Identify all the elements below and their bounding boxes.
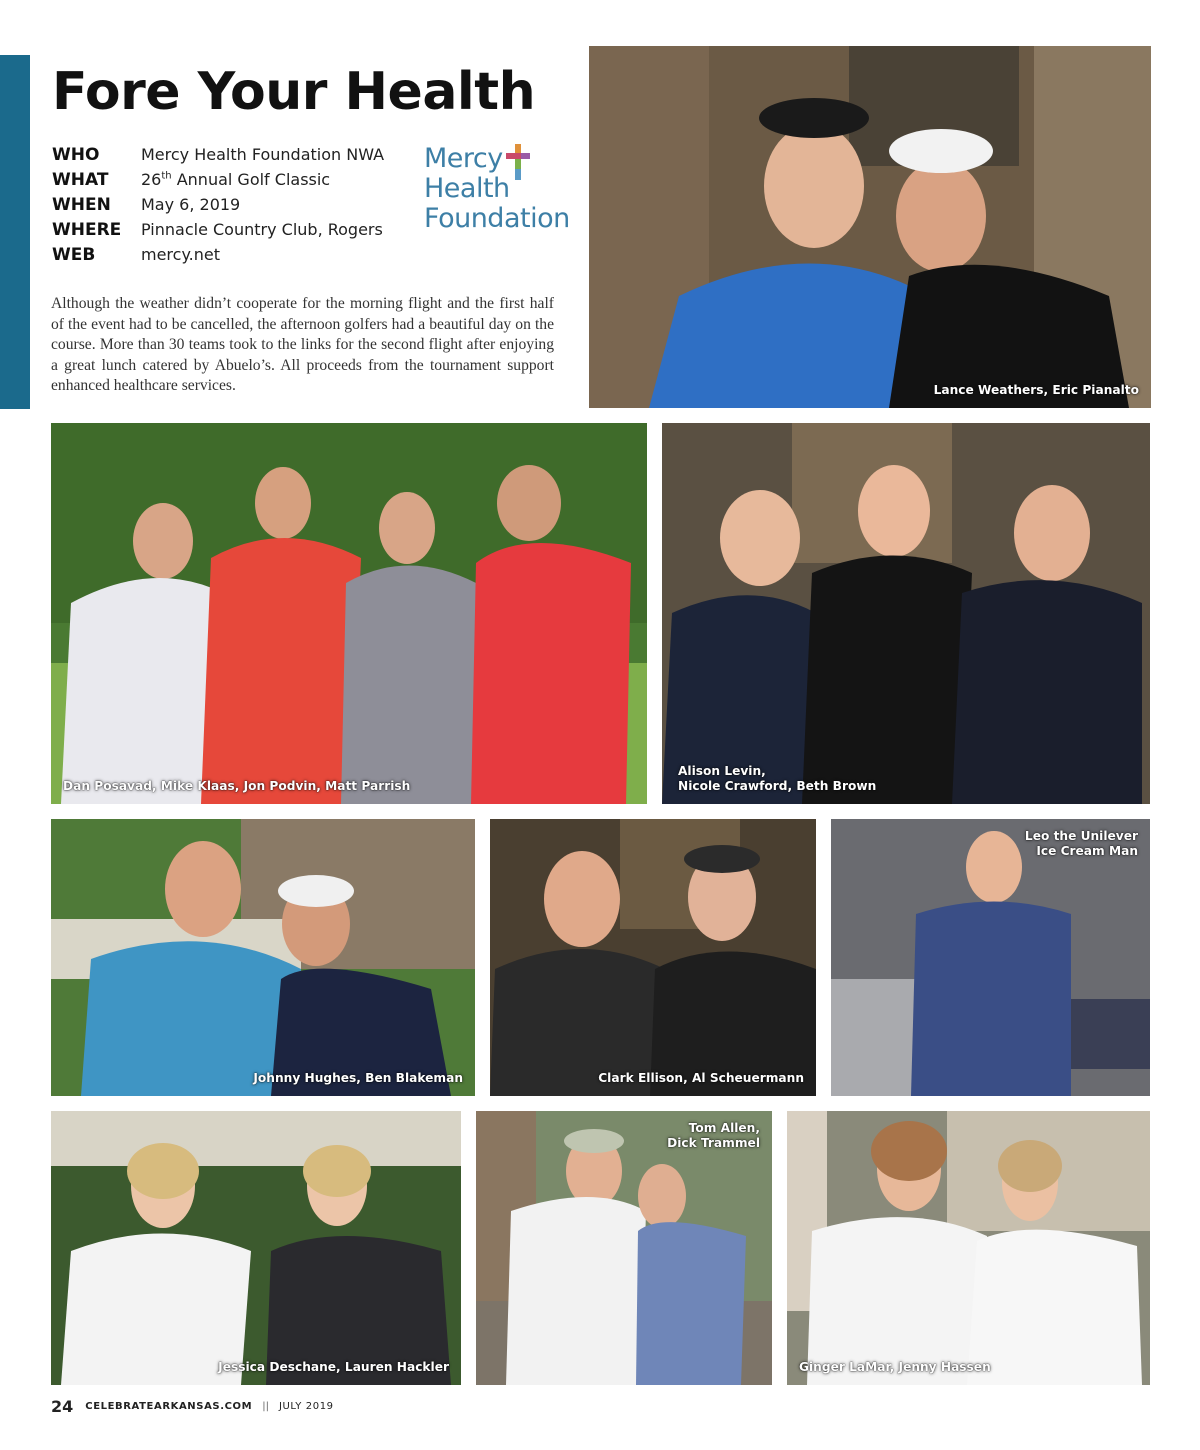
event-info (52, 142, 384, 267)
photo-caption (678, 764, 876, 794)
photo-scene (51, 423, 647, 804)
photo-caption (1025, 829, 1138, 859)
info-value-number: 26 (141, 170, 162, 189)
caption-line: Tom Allen, (688, 1121, 760, 1135)
info-label: WHO (52, 144, 100, 165)
info-value-link[interactable]: mercy.net (141, 245, 220, 264)
info-row-where (52, 217, 384, 242)
caption-line: Alison Levin, (678, 764, 766, 778)
photo-ginger-jenny (787, 1111, 1150, 1385)
page-footer (51, 1397, 334, 1416)
photo-scene (831, 819, 1150, 1096)
mercy-logo (424, 144, 574, 244)
photo-scene (490, 819, 816, 1096)
caption-line: Dick Trammel (667, 1136, 760, 1150)
info-value-ordinal: th (161, 170, 172, 182)
photo-scene (787, 1111, 1150, 1385)
photo-caption: Johnny Hughes, Ben Blakeman (253, 1071, 463, 1085)
photo-caption: Dan Posavad, Mike Klaas, Jon Podvin, Matt Parrish (63, 779, 411, 793)
logo-word-mercy: Mercy (424, 143, 503, 174)
photo-caption: Clark Ellison, Al Scheuermann (598, 1071, 804, 1085)
photo-ice-cream-man (831, 819, 1150, 1096)
photo-scene (662, 423, 1150, 804)
info-row-when (52, 192, 384, 217)
info-row-who (52, 142, 384, 167)
caption-line: Nicole Crawford, Beth Brown (678, 779, 877, 793)
photo-lance-eric (589, 46, 1151, 408)
photo-jessica-lauren (51, 1111, 461, 1385)
info-row-what (52, 167, 384, 192)
photo-scene (476, 1111, 772, 1385)
photo-caption: Jessica Deschane, Lauren Hackler (218, 1360, 449, 1374)
mercy-cross-icon (504, 144, 532, 180)
info-label: WHEN (52, 194, 111, 215)
caption-line: Leo the Unilever (1024, 829, 1138, 843)
photo-three-women (662, 423, 1150, 804)
info-value (141, 170, 330, 189)
info-label: WEB (52, 244, 96, 265)
issue-date: JULY 2019 (278, 1401, 334, 1412)
page-number: 24 (51, 1397, 74, 1416)
photo-johnny-ben (51, 819, 475, 1096)
photo-four-golfers (51, 423, 647, 804)
photo-scene (51, 819, 475, 1096)
info-value: Pinnacle Country Club, Rogers (141, 220, 383, 239)
photo-caption (667, 1121, 760, 1151)
caption-line: Ice Cream Man (1036, 844, 1138, 858)
photo-clark-al (490, 819, 816, 1096)
accent-bar (0, 55, 30, 409)
info-value-rest: Annual Golf Classic (171, 170, 331, 189)
info-label: WHERE (52, 219, 122, 240)
info-value: Mercy Health Foundation NWA (141, 145, 385, 164)
page-title: Fore Your Health (52, 62, 536, 122)
article-body: Although the weather didn’t cooperate for the morning flight and the first half of the event had to be cancelled, the afternoon golfers had a beautiful day on the course. More than 30 teams took to the links for the second flight after enjoying a great lunch catered by Abuelo’s. All proceeds from the tournament support enhanced healthcare services. (51, 295, 554, 394)
photo-tom-dick (476, 1111, 772, 1385)
photo-scene (589, 46, 1151, 408)
logo-word-foundation: Foundation (424, 203, 570, 234)
footer-separator: || (262, 1401, 269, 1412)
logo-word-health: Health (424, 173, 510, 204)
info-label: WHAT (52, 169, 109, 190)
site-url[interactable]: CELEBRATEARKANSAS.COM (85, 1401, 253, 1412)
photo-scene (51, 1111, 461, 1385)
photo-caption: Lance Weathers, Eric Pianalto (933, 383, 1139, 397)
photo-caption: Ginger LaMar, Jenny Hassen (799, 1360, 991, 1374)
info-row-web (52, 242, 384, 267)
info-value: May 6, 2019 (141, 195, 241, 214)
